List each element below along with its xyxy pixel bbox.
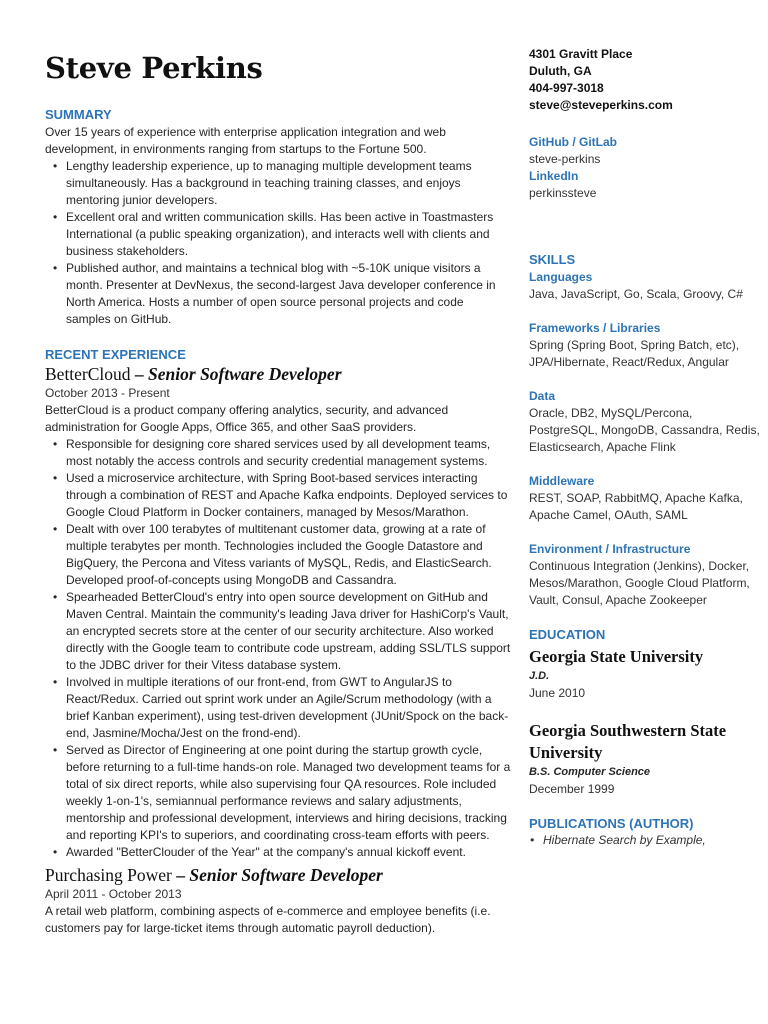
skill-group-label: Environment / Infrastructure	[529, 542, 691, 556]
job-description: A retail web platform, combining aspects of e-commerce and employee benefits (i.e. customers pay for large-ticket items through automatic payroll deduction).	[45, 904, 491, 935]
job-title	[45, 363, 511, 385]
skill-group-value: Continuous Integration (Jenkins), Docker, Mesos/Marathon, Google Cloud Platform, Vault, Consul, Apache Zookeeper	[529, 559, 750, 607]
job-bullets	[45, 436, 511, 861]
list-item: • Responsible for designing core shared services used by all development teams, most notably the access controls and security credential management systems.	[66, 436, 511, 470]
skill-group-label: Middleware	[529, 474, 595, 488]
list-item: • Used a microservice architecture, with Spring Boot-based services interacting through a combination of REST and Apache Kafka endpoints. Deployed services to Google Cloud Platform in Docker containers, managed by Mesos/Marathon.	[66, 470, 511, 521]
address-line-1: 4301 Gravitt Place	[529, 47, 633, 61]
job-entry	[45, 864, 511, 937]
skill-group-value: Spring (Spring Boot, Spring Batch, etc), JPA/Hibernate, React/Redux, Angular	[529, 338, 740, 369]
summary-intro: Over 15 years of experience with enterprise application integration and web development, in environments ranging from startups to the Fortune 500.	[45, 125, 446, 156]
skill-group-value: REST, SOAP, RabbitMQ, Apache Kafka, Apache Camel, OAuth, SAML	[529, 491, 743, 522]
company-name: BetterCloud	[45, 364, 131, 384]
summary-list	[45, 158, 511, 328]
school-name: Georgia Southwestern State University	[529, 721, 727, 762]
skill-group-value: Java, JavaScript, Go, Scala, Groovy, C#	[529, 287, 743, 301]
job-title	[45, 864, 511, 886]
education-heading: EDUCATION	[529, 627, 606, 642]
email-address[interactable]: steve@steveperkins.com	[529, 98, 673, 112]
list-item: • Hibernate Search by Example,	[543, 832, 761, 849]
skills-heading: SKILLS	[529, 252, 576, 267]
graduation-date: June 2010	[529, 686, 586, 700]
degree: J.D.	[529, 670, 550, 682]
skill-group-label: Languages	[529, 270, 593, 284]
main-column	[45, 50, 511, 937]
list-item: • Involved in multiple iterations of our front-end, from GWT to AngularJS to React/Redux. Carried out sprint work under an Agile/Scrum methodology (with a brief Kanban experiment), using test-driven development (JUnit/Spock on the back-end, Jasmine/Mocha/Jest on the frond-end).	[66, 674, 511, 742]
job-entry	[45, 363, 511, 861]
linkedin-label: LinkedIn	[529, 169, 579, 183]
job-description: BetterCloud is a product company offering analytics, security, and advanced administration for Google Apps, Office 365, and other SaaS providers.	[45, 403, 449, 434]
list-item: • Served as Director of Engineering at one point during the startup growth cycle, before returning to a full-time hands-on role. Managed two development teams for a total of six direct reports, while also supervising four QA resources. Role included weekly 1-on-1's, semiannual performance reviews and salary adjustments, mentorship and professional development, interviews and hiring decisions, tracking and reporting KPI's to superiors, and coordinating cross-team efforts with peers.	[66, 742, 511, 844]
job-role: Senior Software Developer	[189, 865, 383, 885]
job-dates: October 2013 - Present	[45, 386, 170, 400]
skill-group-value: Oracle, DB2, MySQL/Percona, PostgreSQL, MongoDB, Cassandra, Redis, Elasticsearch, Apache Flink	[529, 406, 760, 454]
list-item: • Awarded "BetterClouder of the Year" at the company's annual kickoff event.	[66, 844, 511, 861]
list-item: • Dealt with over 100 terabytes of multitenant customer data, growing at a rate of multiple terabytes per month. Technologies included the Google Datastore and BigQuery, the Percona and Vitess variants of MySQL, Redis, and ElasticSearch. Developed proof-of-concepts using MongoDB and Cassandra.	[66, 521, 511, 589]
title-separator: –	[130, 364, 149, 384]
publications-list	[529, 832, 761, 849]
title-separator: –	[171, 865, 190, 885]
github-username[interactable]: steve-perkins	[529, 152, 601, 166]
school-name: Georgia State University	[529, 647, 704, 666]
degree: B.S. Computer Science	[529, 766, 651, 778]
list-item: • Spearheaded BetterCloud's entry into open source development on GitHub and Maven Central. Maintain the community's leading Java driver for HashiCorp's Vault, an encrypted secrets store at the center of our security architecture. Also worked directly with the Google team to contribute code upstream, adding SSL/TLS support to the JDBC driver for their Vitess database system.	[66, 589, 511, 674]
phone-number: 404-997-3018	[529, 81, 604, 95]
skill-group-label: Data	[529, 389, 556, 403]
graduation-date: December 1999	[529, 782, 615, 796]
job-role: Senior Software Developer	[148, 364, 342, 384]
list-item: • Published author, and maintains a technical blog with ~5-10K unique visitors a month. Presenter at DevNexus, the second-largest Java developer conference in North America. Hosts a number of open source personal projects and code samples on GitHub.	[66, 260, 511, 328]
github-label: GitHub / GitLab	[529, 135, 617, 149]
company-name: Purchasing Power	[45, 865, 172, 885]
linkedin-username[interactable]: perkinssteve	[529, 186, 597, 200]
summary-heading: SUMMARY	[45, 107, 112, 122]
list-item: • Lengthy leadership experience, up to managing multiple development teams simultaneously. Has a background in teaching training classes, and enjoys mentoring junior developers.	[66, 158, 511, 209]
list-item: • Excellent oral and written communication skills. Has been active in Toastmasters International (a public speaking organization), and interacts well with clients and business stakeholders.	[66, 209, 511, 260]
candidate-name: Steve Perkins	[45, 51, 263, 85]
experience-heading: RECENT EXPERIENCE	[45, 347, 186, 362]
job-dates: April 2011 - October 2013	[45, 887, 182, 901]
address-line-2: Duluth, GA	[529, 64, 592, 78]
publications-heading: PUBLICATIONS (AUTHOR)	[529, 816, 694, 831]
skill-group-label: Frameworks / Libraries	[529, 321, 661, 335]
sidebar-column	[529, 46, 761, 849]
